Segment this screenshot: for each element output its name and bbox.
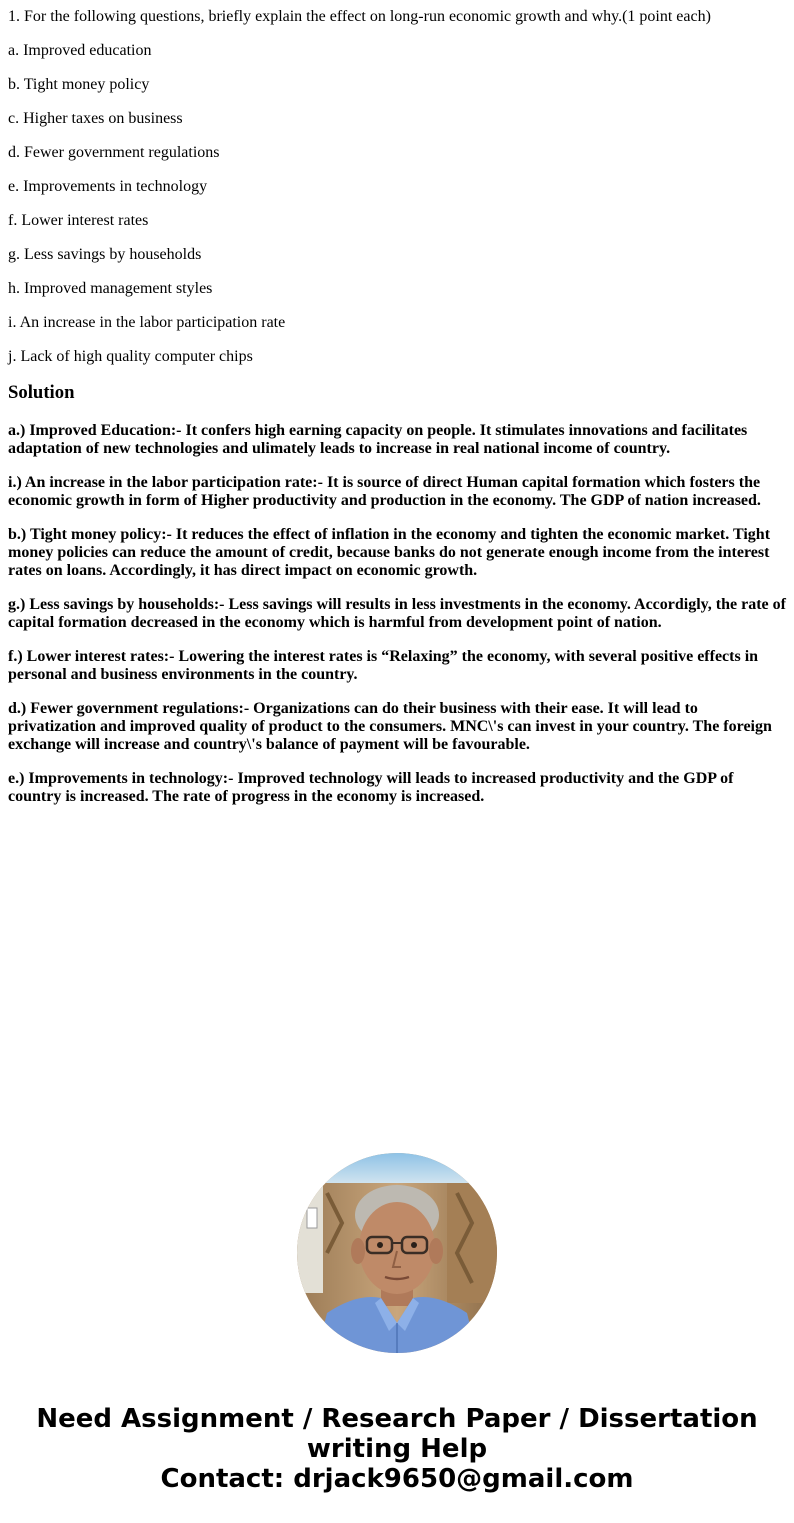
solution-answers — [8, 422, 786, 806]
answer-i: i.) An increase in the labor participation rate:- It is source of direct Human capital formation which fosters the economic growth in form of Higher productivity and production in the economy. The GDP of nation increased. — [8, 474, 761, 509]
answer-b: b.) Tight money policy:- It reduces the effect of inflation in the economy and tighten the economic market. Tight money policies can reduce the amount of credit, because banks do not generate enough income from the interest rates on loans. Accordingly, it has direct impact on economic growth. — [8, 526, 771, 579]
promo-contact-line: Contact: drjack9650@gmail.com — [160, 1464, 634, 1494]
answer-d: d.) Fewer government regulations:- Organizations can do their business with their ease. It will lead to privatization and improved quality of product to the consumers. MNC\'s can invest in your country. The foreign exchange will increase and country\'s balance of payment will be favourable. — [8, 700, 772, 753]
promo-line-2: writing Help — [306, 1434, 488, 1464]
question-item-g: g. Less savings by households — [8, 246, 202, 263]
avatar — [297, 1153, 497, 1353]
answer-g: g.) Less savings by households:- Less savings will results in less investments in the economy. Accordigly, the rate of capital formation decreased in the economy which is harmful from development point of nation. — [8, 596, 786, 631]
promo-line-1: Need Assignment / Research Paper / Dissertation — [36, 1404, 758, 1434]
question-item-f: f. Lower interest rates — [8, 212, 149, 229]
question-item-c: c. Higher taxes on business — [8, 110, 183, 127]
promo-banner — [0, 1404, 794, 1494]
solution-heading: Solution — [8, 382, 75, 403]
question-list — [8, 42, 786, 366]
question-item-h: h. Improved management styles — [8, 280, 213, 297]
question-item-i: i. An increase in the labor participation rate — [8, 314, 286, 331]
answer-e: e.) Improvements in technology:- Improved technology will leads to increased productivity and the GDP of country is increased. The rate of progress in the economy is increased. — [8, 770, 734, 805]
answer-f: f.) Lower interest rates:- Lowering the interest rates is “Relaxing” the economy, with several positive effects in personal and business environments in the country. — [8, 648, 759, 683]
question-item-e: e. Improvements in technology — [8, 178, 208, 195]
question-item-d: d. Fewer government regulations — [8, 144, 220, 161]
question-item-j: j. Lack of high quality computer chips — [8, 348, 253, 365]
avatar-portrait-image — [297, 1153, 497, 1353]
question-item-b: b. Tight money policy — [8, 76, 150, 93]
question-item-a: a. Improved education — [8, 42, 152, 59]
answer-a: a.) Improved Education:- It confers high earning capacity on people. It stimulates innovations and facilitates adaptation of new technologies and ulimately leads to increase in real national income of country. — [8, 422, 748, 457]
question-intro: 1. For the following questions, briefly explain the effect on long-run economic growth and why.(1 point each) — [8, 8, 711, 25]
